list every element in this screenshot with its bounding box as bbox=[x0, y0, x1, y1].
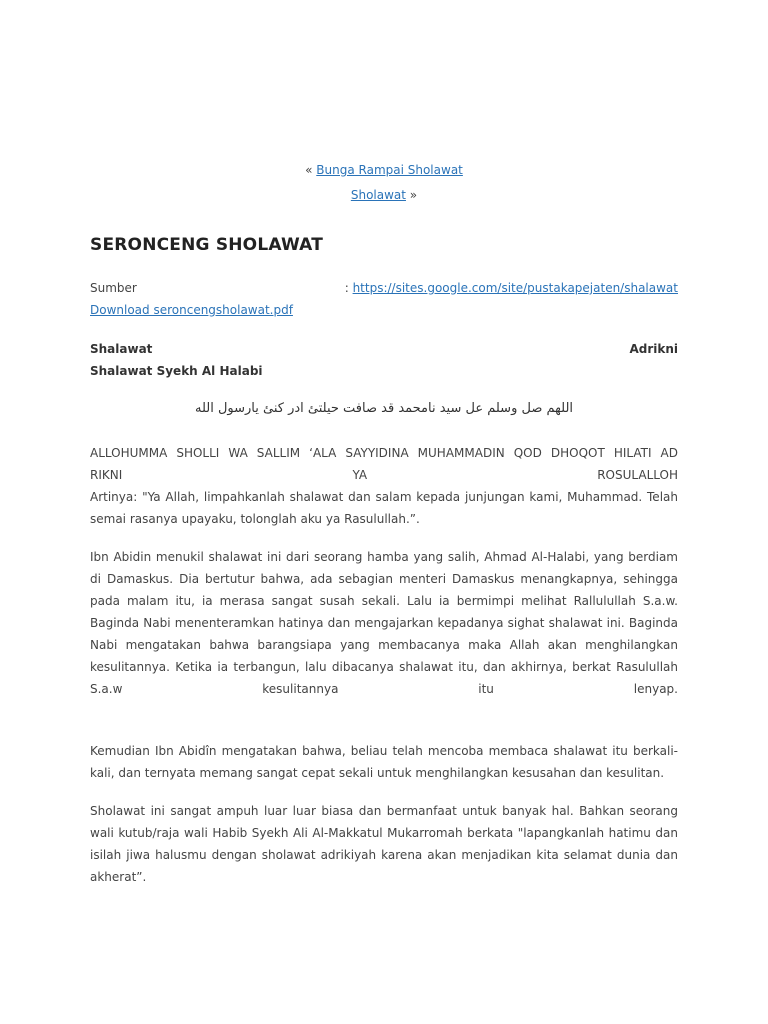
prev-post-nav bbox=[90, 159, 678, 181]
next-arrow: » bbox=[409, 188, 418, 202]
paragraph-sholawat-ampuh: Sholawat ini sangat ampuh luar luar biasa dan bermanfaat untuk banyak hal. Bahkan seorang wali kutub/raja wali Habib Syekh Ali Al-Makkatul Mukarromah berkata "lapangkanlah hatimu dan isilah jiwa halusmu dengan sholawat adrikiyah karena akan menjadikan kita selamat dunia dan akherat”. bbox=[90, 804, 678, 884]
source-row bbox=[90, 277, 678, 299]
source-value bbox=[345, 277, 678, 299]
transliteration-word: RIKNI bbox=[90, 468, 123, 482]
source-separator: : bbox=[344, 281, 349, 295]
transliteration-line-2 bbox=[90, 464, 678, 486]
paragraph-word: S.a.w bbox=[90, 682, 123, 696]
paragraph-word: kesulitannya bbox=[262, 682, 339, 696]
prev-post-link[interactable]: Bunga Rampai Sholawat bbox=[316, 163, 463, 177]
translation-text: Artinya: "Ya Allah, limpahkanlah shalawat dan salam kepada junjungan kami, Muhammad. Telah semai rasanya upayaku, tolonglah aku ya Rasulullah.”. bbox=[90, 490, 678, 526]
source-label: Sumber bbox=[90, 281, 137, 295]
next-post-link[interactable]: Sholawat bbox=[350, 188, 406, 202]
transliteration-line-1 bbox=[90, 442, 678, 464]
page-title: SERONCENG SHOLAWAT bbox=[90, 235, 323, 255]
shalawat-heading-left: Shalawat bbox=[90, 342, 153, 356]
download-pdf-link[interactable]: Download seroncengsholawat.pdf bbox=[90, 303, 293, 317]
transliteration-text: ALLOHUMMA SHOLLI WA SALLIM ‘ALA SAYYIDINA MUHAMMADIN QOD DHOQOT HILATI AD bbox=[90, 446, 678, 460]
prev-arrow: « bbox=[305, 163, 313, 177]
shalawat-heading-right: Adrikni bbox=[629, 342, 678, 356]
subheading: Shalawat Syekh Al Halabi bbox=[90, 364, 263, 378]
paragraph-word: itu bbox=[478, 682, 494, 696]
transliteration-word: YA bbox=[352, 468, 368, 482]
download-row bbox=[90, 299, 293, 321]
shalawat-heading-row bbox=[90, 338, 678, 360]
paragraph-kemudian: Kemudian Ibn Abidîn mengatakan bahwa, beliau telah mencoba membaca shalawat itu berkali-kali, dan ternyata memang sangat cepat sekali untuk menghilangkan kesusahan dan kesulitan. bbox=[90, 744, 678, 780]
arabic-prayer-text: اللهم صل وسلم عل سيد نامحمد قد صافت حيلتئ ادر كنئ يارسول الله bbox=[194, 401, 574, 416]
paragraph-ibn-abidin bbox=[90, 546, 678, 700]
next-post-nav bbox=[90, 184, 678, 206]
paragraph-body: Ibn Abidin menukil shalawat ini dari seorang hamba yang salih, Ahmad Al-Halabi, yang berdiam di Damaskus. Dia bertutur bahwa, ada sebagian menteri Damaskus menangkapnya, sehingga pada malam itu, ia merasa sangat susah sekali. Lalu ia bermimpi melihat Rallulullah S.a.w. Baginda Nabi menenteramkan hatinya dan mengajarkan kepadanya sighat shalawat ini. Baginda Nabi mengatakan bahwa barangsiapa yang membacanya maka Allah akan menghilangkan kesulitannya. Ketika ia terbangun, lalu dibacanya shalawat itu, dan akhirnya, berkat Rasulullah bbox=[90, 550, 678, 674]
transliteration-block bbox=[90, 442, 678, 530]
source-link[interactable]: https://sites.google.com/site/pustakapejaten/shalawat bbox=[352, 281, 678, 295]
transliteration-word: ROSULALLOH bbox=[597, 468, 678, 482]
paragraph-word: lenyap. bbox=[633, 682, 678, 696]
paragraph-last-line bbox=[90, 678, 678, 700]
